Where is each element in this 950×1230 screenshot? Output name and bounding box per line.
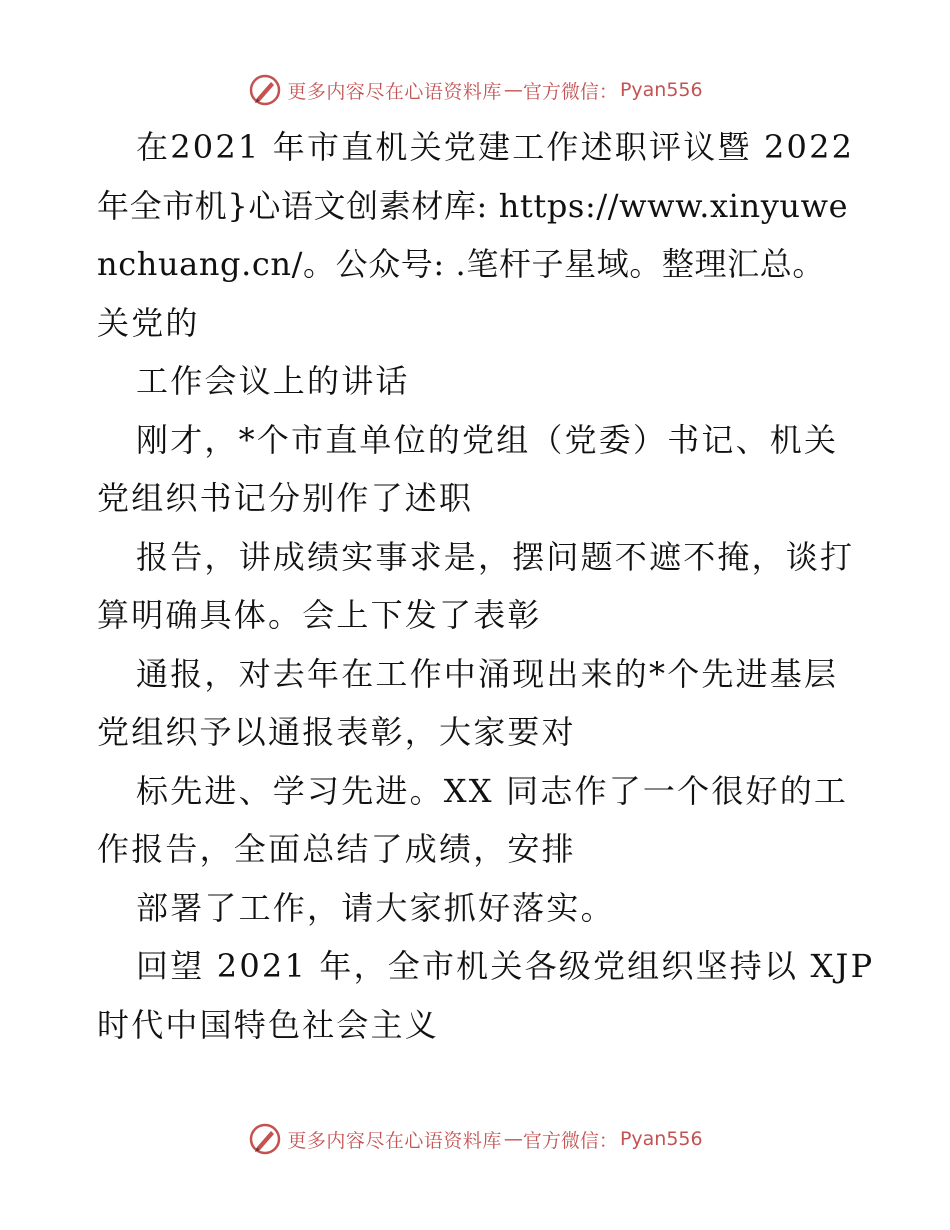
- header-banner: [0, 70, 950, 110]
- body-line: 工作会议上的讲话: [136, 362, 410, 400]
- footer-banner: [0, 1119, 950, 1159]
- body-line: 部署了工作，请大家抓好落实。: [136, 888, 615, 927]
- body-line: 标先进、学习先进。XX 同志作了一个很好的工: [136, 771, 849, 810]
- body-line: 年全市机}心语文创素材库: https://www.xinyuwe: [97, 186, 849, 225]
- banner-text: 更多内容尽在心语资料库: [287, 1129, 502, 1152]
- body-line: 关党的: [97, 303, 200, 342]
- body-line: 报告，讲成绩实事求是，摆问题不遮不掩，谈打: [136, 537, 855, 576]
- banner-separator: —: [503, 1128, 521, 1150]
- pen-logo-icon: [247, 72, 283, 108]
- body-line: 党组织书记分别作了述职: [97, 479, 474, 517]
- body-line: 作报告，全面总结了成绩，安排: [97, 830, 576, 868]
- body-line: 在2021 年市直机关党建工作述职评议暨 2022: [136, 128, 855, 166]
- banner-wechat-label: 官方微信：: [522, 1129, 618, 1152]
- body-line: 通报，对去年在工作中涌现出来的*个先进基层: [136, 654, 839, 693]
- body-line: 刚才，*个市直单位的党组（党委）书记、机关: [136, 420, 839, 459]
- body-line: nchuang.cn/。公众号: .笔杆子星域。整理汇总。: [97, 245, 825, 283]
- banner-wechat-id: Pyan556: [619, 79, 703, 101]
- banner-wechat-label: 官方微信：: [522, 80, 618, 103]
- body-line: 回望 2021 年，全市机关各级党组织坚持以 XJP: [136, 947, 875, 985]
- banner-text: 更多内容尽在心语资料库: [287, 80, 502, 103]
- banner-wechat-id: Pyan556: [619, 1128, 703, 1150]
- pen-logo-icon: [247, 1121, 283, 1157]
- body-line: 时代中国特色社会主义: [97, 1005, 440, 1044]
- document-body: [97, 118, 875, 1054]
- banner-separator: —: [503, 79, 521, 101]
- body-line: 算明确具体。会上下发了表彰: [97, 596, 542, 634]
- body-line: 党组织予以通报表彰，大家要对: [97, 713, 576, 751]
